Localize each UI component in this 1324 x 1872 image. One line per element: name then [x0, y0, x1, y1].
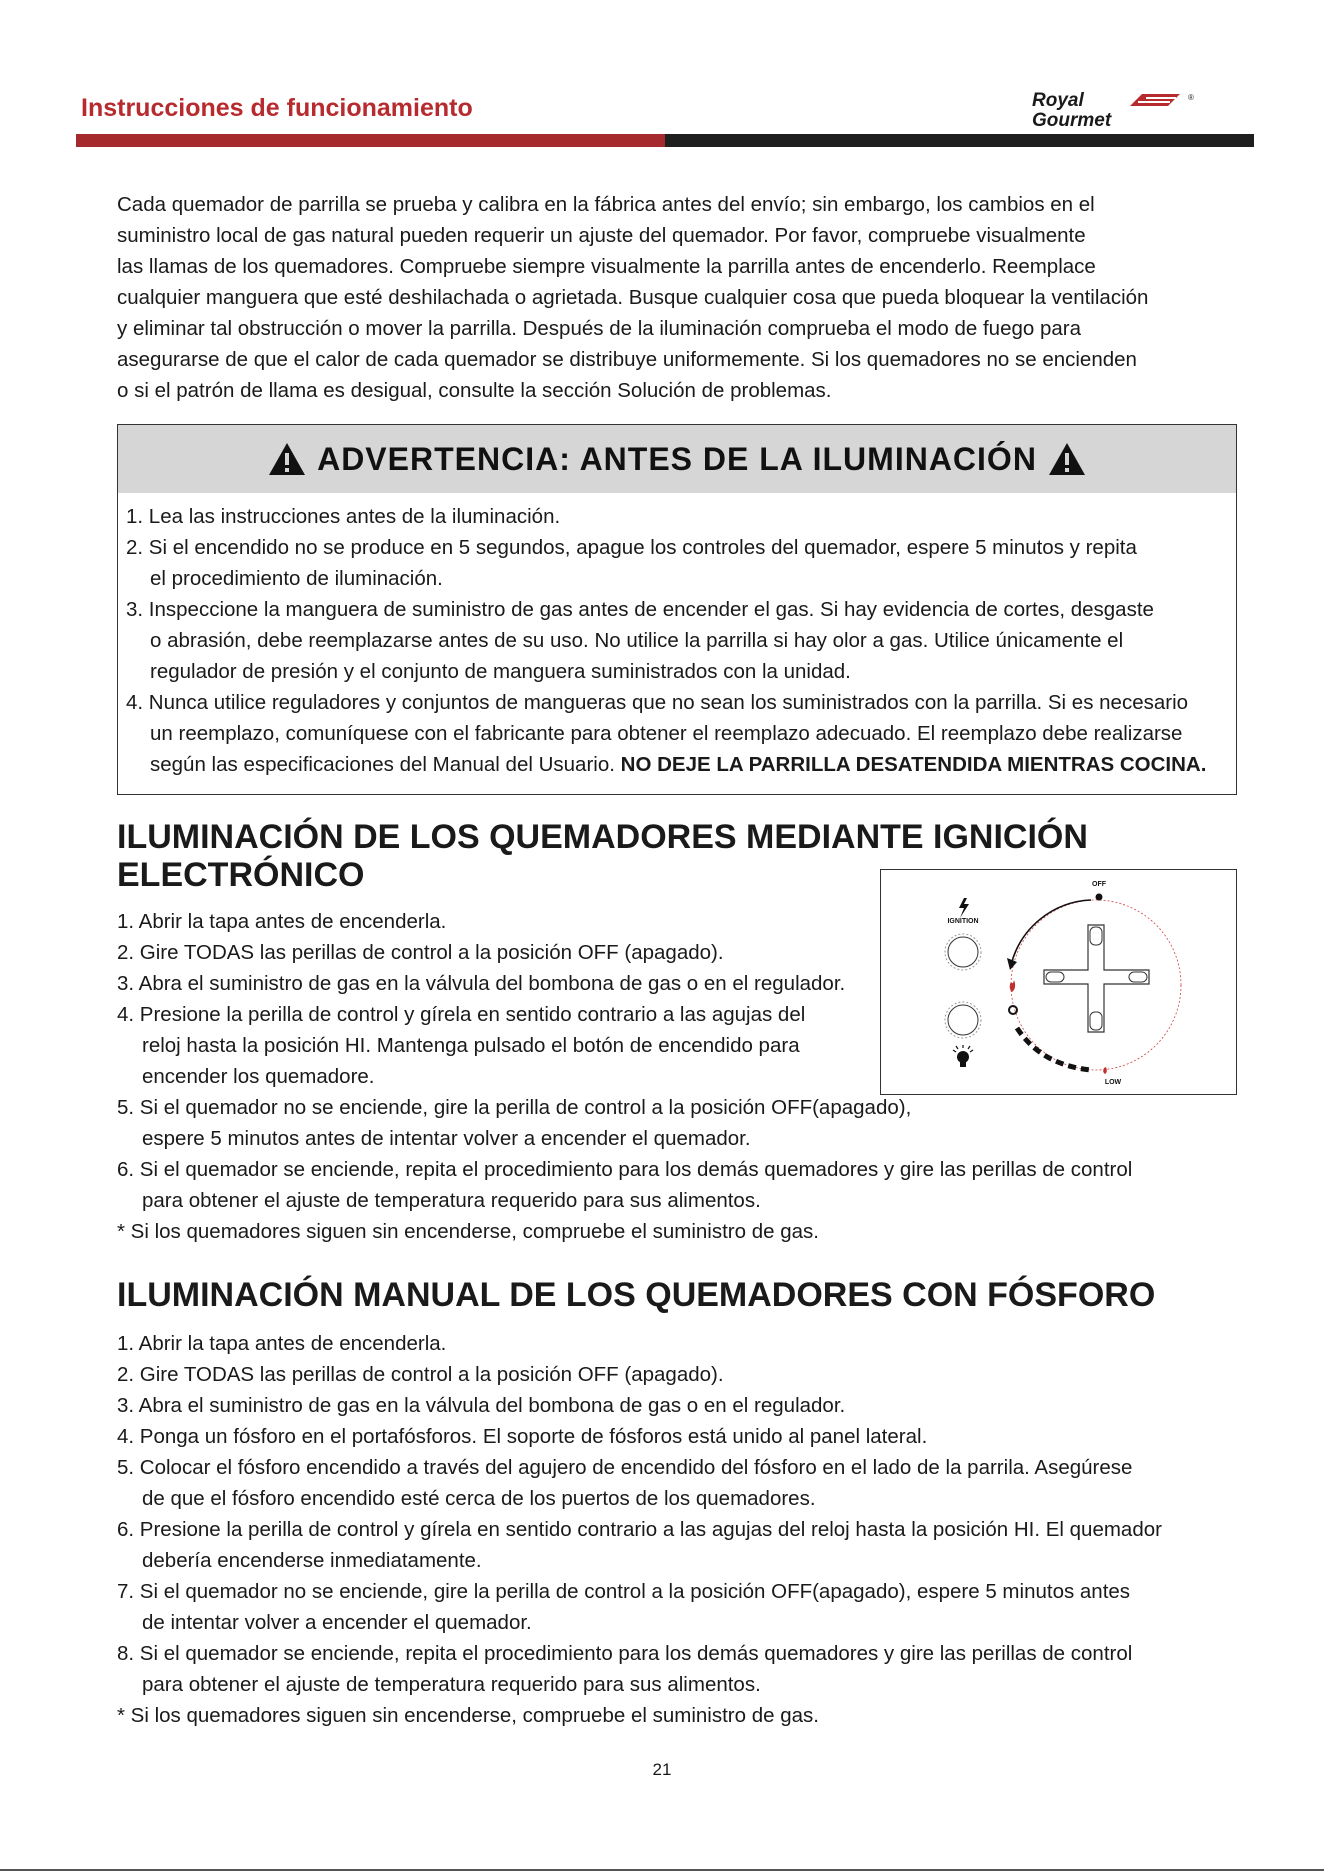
step-item-cont: encender los quemadore.	[142, 1065, 375, 1088]
low-label: LOW	[1104, 1079, 1122, 1086]
warning-triangle-icon	[267, 441, 307, 477]
warning-item: 4. Nunca utilice reguladores y conjuntos de mangueras que no sean los suministrados con la parrilla. Si es necesario	[126, 691, 1189, 714]
logo-flag-shape	[1130, 94, 1180, 106]
warning-item-cont: el procedimiento de iluminación.	[150, 567, 443, 590]
ignition-label: IGNITION	[947, 918, 979, 925]
warning-item-cont: regulador de presión y el conjunto de manguera suministrados con la unidad.	[150, 660, 851, 683]
warning-item: 3. Inspeccione la manguera de suministro de gas antes de encender el gas. Si hay evidencia de cortes, desgaste	[126, 598, 1154, 621]
step-item: 2. Gire TODAS las perillas de control a la posición OFF (apagado).	[117, 941, 724, 964]
step-item: 7. Si el quemador no se enciende, gire la perilla de control a la posición OFF(apagado), espere 5 minutos antes	[117, 1580, 1131, 1603]
step-item: 3. Abra el suministro de gas en la válvula del bombona de gas o en el regulador.	[117, 972, 846, 995]
page-number: 21	[652, 1760, 672, 1779]
registered-mark: ®	[1188, 93, 1194, 102]
step-note: * Si los quemadores siguen sin encenderse, compruebe el suministro de gas.	[117, 1704, 819, 1727]
lightbulb-icon	[953, 1045, 973, 1067]
flame-level-bar	[1017, 1028, 1091, 1070]
warning-item-cont	[126, 749, 1236, 780]
warning-item: 1. Lea las instrucciones antes de la iluminación.	[126, 505, 561, 528]
step-item: 5. Si el quemador no se enciende, gire la perilla de control a la posición OFF(apagado),	[117, 1096, 912, 1119]
warning-box	[117, 424, 1237, 795]
step-item: 6. Presione la perilla de control y gírela en sentido contrario a las agujas del reloj hasta la posición HI. El quemador	[117, 1518, 1162, 1541]
intro-paragraph	[117, 189, 1227, 406]
step-item-cont: para obtener el ajuste de temperatura requerido para sus alimentos.	[142, 1189, 761, 1212]
step-item: 4. Presione la perilla de control y gírela en sentido contrario a las agujas del	[117, 1003, 806, 1026]
page-header-title: Instrucciones de funcionamiento	[81, 94, 473, 122]
intro-line: las llamas de los quemadores. Compruebe siempre visualmente la parrilla antes de encenderlo. Reemplace	[117, 255, 1096, 278]
logo-text-gourmet: Gourmet	[1032, 110, 1112, 130]
logo-text-royal: Royal	[1032, 90, 1084, 111]
warning-item-cont: un reemplazo, comuníquese con el fabricante para obtener el reemplazo adecuado. El reemplazo debe realizarse	[150, 722, 1183, 745]
header-bar-dark	[665, 134, 1254, 147]
step-item: 4. Ponga un fósforo en el portafósforos. El soporte de fósforos está unido al panel lateral.	[117, 1425, 928, 1448]
royal-gourmet-logo	[1030, 90, 1230, 130]
step-item-cont: de que el fósforo encendido esté cerca de los puertos de los quemadores.	[142, 1487, 816, 1510]
step-item: 1. Abrir la tapa antes de encenderla.	[117, 1332, 447, 1355]
step-item-cont: reloj hasta la posición HI. Mantenga pulsado el botón de encendido para	[142, 1034, 800, 1057]
intro-line: suministro local de gas natural pueden requerir un ajuste del quemador. Por favor, compruebe visualmente	[117, 224, 1086, 247]
light-button	[945, 1002, 981, 1038]
warning-header	[118, 425, 1236, 493]
ignition-button	[945, 934, 981, 970]
knob-diagram-svg	[881, 870, 1236, 1094]
intro-line: Cada quemador de parrilla se prueba y calibra en la fábrica antes del envío; sin embargo, los cambios en el	[117, 193, 1095, 216]
step-item: 2. Gire TODAS las perillas de control a la posición OFF (apagado).	[117, 1363, 724, 1386]
step-item: 8. Si el quemador se enciende, repita el procedimiento para los demás quemadores y gire las perillas de control	[117, 1642, 1133, 1665]
warning-triangle-icon	[1047, 441, 1087, 477]
warning-list	[118, 493, 1236, 780]
section-title-line: ELECTRÓNICO	[117, 856, 365, 894]
section-title-line: ILUMINACIÓN DE LOS QUEMADORES MEDIANTE IGNICIÓN	[117, 818, 1088, 856]
manual-match-steps	[117, 1328, 1247, 1731]
control-knob-diagram	[880, 869, 1237, 1095]
step-item: 1. Abrir la tapa antes de encenderla.	[117, 910, 447, 933]
step-item-cont: para obtener el ajuste de temperatura requerido para sus alimentos.	[142, 1673, 761, 1696]
warning-text: según las especificaciones del Manual del Usuario.	[150, 753, 621, 776]
step-item-cont: de intentar volver a encender el quemador.	[142, 1611, 532, 1634]
intro-line: o si el patrón de llama es desigual, consulte la sección Solución de problemas.	[117, 379, 832, 402]
section-title-manual-match: ILUMINACIÓN MANUAL DE LOS QUEMADORES CON FÓSFORO	[117, 1276, 1156, 1314]
bottom-rule	[0, 1869, 1324, 1871]
step-item: 3. Abra el suministro de gas en la válvula del bombona de gas o en el regulador.	[117, 1394, 846, 1417]
warning-item-cont: o abrasión, debe reemplazarse antes de su uso. No utilice la parrilla si hay olor a gas. Utilice únicamente el	[150, 629, 1124, 652]
off-label: OFF	[1092, 881, 1106, 888]
warning-emphasis: NO DEJE LA PARRILLA DESATENDIDA MIENTRAS COCINA.	[620, 753, 1207, 776]
header-bar-red	[76, 134, 665, 147]
step-item: 6. Si el quemador se enciende, repita el procedimiento para los demás quemadores y gire las perillas de control	[117, 1158, 1133, 1181]
intro-line: cualquier manguera que esté deshilachada o agrietada. Busque cualquier cosa que pueda bloquear la ventilación	[117, 286, 1149, 309]
step-item: 5. Colocar el fósforo encendido a través del agujero de encendido del fósforo en el lado de la parrila. Asegúrese	[117, 1456, 1133, 1479]
step-item-cont: debería encenderse inmediatamente.	[142, 1549, 482, 1572]
hi-flame-icon	[1010, 980, 1015, 992]
intro-line: asegurarse de que el calor de cada quemador se distribuye uniformemente. Si los quemadores no se encienden	[117, 348, 1137, 371]
warning-item: 2. Si el encendido no se produce en 5 segundos, apague los controles del quemador, espere 5 minutos y repita	[126, 536, 1137, 559]
low-flame-icon	[1103, 1067, 1107, 1074]
knob-cross-handle	[1044, 925, 1149, 1032]
off-dot	[1096, 894, 1103, 901]
rotation-arrow	[1011, 900, 1091, 965]
warning-title: ADVERTENCIA: ANTES DE LA ILUMINACIÓN	[317, 440, 1037, 477]
step-item-cont: espere 5 minutos antes de intentar volver a encender el quemador.	[142, 1127, 751, 1150]
step-note: * Si los quemadores siguen sin encenderse, compruebe el suministro de gas.	[117, 1220, 819, 1243]
lightning-icon	[959, 898, 969, 918]
intro-line: y eliminar tal obstrucción o mover la parrilla. Después de la iluminación comprueba el modo de fuego para	[117, 317, 1082, 340]
